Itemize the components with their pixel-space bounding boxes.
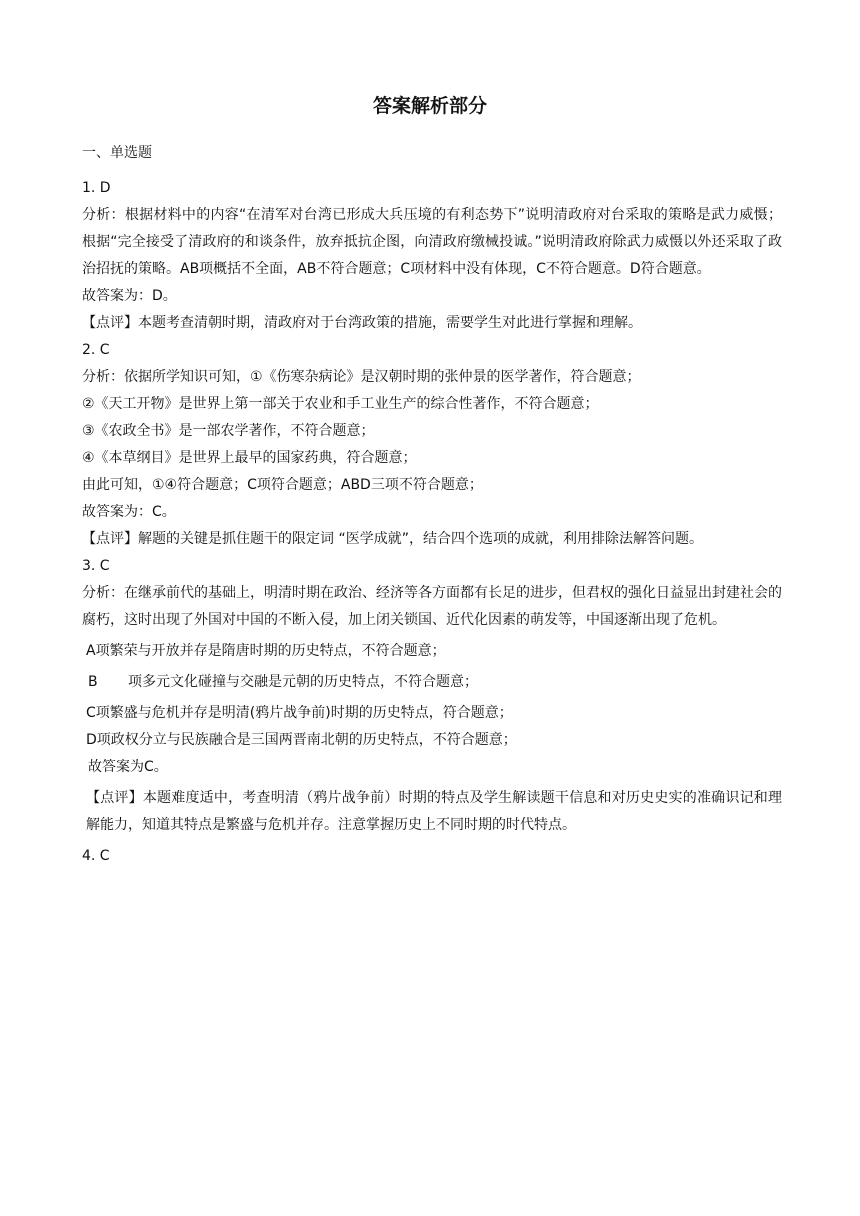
question-1-comment: 【点评】本题考查清朝时期，清政府对于台湾政策的措施，需要学生对此进行掌握和理解。 [82, 315, 642, 331]
question-3-answer: 故答案为C。 [88, 759, 168, 775]
question-2-analysis-line-5: 由此可知，①④符合题意；C项符合题意；ABD三项不符合题意； [82, 477, 483, 493]
question-1-number: 1. D [82, 180, 111, 196]
question-2-analysis-line-1: 分析：依据所学知识可知，①《伤寒杂病论》是汉朝时期的张仲景的医学著作，符合题意； [82, 369, 641, 385]
section-heading: 一、单选题 [82, 145, 152, 161]
question-3-comment: 【点评】本题难度适中，考查明清（鸦片战争前）时期的特点及学生解读题干信息和对历史史实的准确识记和理解能力，知道其特点是繁盛与危机并存。注意掌握历史上不同时期的时代特点。 [86, 790, 782, 833]
question-3-number: 3. C [82, 558, 110, 574]
question-2-answer: 故答案为：C。 [82, 504, 176, 520]
option-b-text: 项多元文化碰撞与交融是元朝的历史特点，不符合题意； [128, 674, 478, 690]
question-2-comment: 【点评】解题的关键是抓住题干的限定词 “医学成就”，结合四个选项的成就，利用排除法解答问题。 [82, 531, 703, 547]
question-2-number: 2. C [82, 342, 110, 358]
question-3-option-d: D项政权分立与民族融合是三国两晋南北朝的历史特点，不符合题意； [86, 732, 517, 748]
option-b-label: B [88, 674, 98, 690]
question-3-analysis: 分析：在继承前代的基础上，明清时期在政治、经济等各方面都有长足的进步，但君权的强化日益显出封建社会的腐朽，这时出现了外国对中国的不断入侵，加上闭关锁国、近代化因素的萌发等，中国逐渐出现了危机。 [82, 585, 782, 628]
question-2-analysis-line-2: ②《天工开物》是世界上第一部关于农业和手工业生产的综合性著作，不符合题意； [82, 396, 599, 412]
question-3-option-a: A项繁荣与开放并存是隋唐时期的历史特点，不符合题意； [86, 643, 446, 659]
question-1-answer: 故答案为：D。 [82, 288, 177, 304]
document-body [82, 140, 782, 870]
question-2-analysis-line-3: ③《农政全书》是一部农学著作，不符合题意； [82, 423, 375, 439]
question-2-analysis-line-4: ④《本草纲目》是世界上最早的国家药典，符合题意； [82, 450, 417, 466]
question-3-option-c: C项繁盛与危机并存是明清(鸦片战争前)时期的历史特点，符合题意； [86, 705, 513, 721]
question-4-number: 4. C [82, 848, 110, 864]
page-title: 答案解析部分 [372, 95, 487, 117]
question-1-analysis: 分析：根据材料中的内容“在清军对台湾已形成大兵压境的有利态势下”说明清政府对台采取的策略是武力威慑；根据“完全接受了清政府的和谈条件，放弃抵抗企图，向清政府缴械投诚。”说明清政府除武力威慑以外还采取了政治招抚的策略。AB项概括不全面，AB不符合题意；C项材料中没有体现，C不符合题意。D符合题意。 [82, 207, 782, 277]
question-3-option-b [82, 669, 782, 696]
